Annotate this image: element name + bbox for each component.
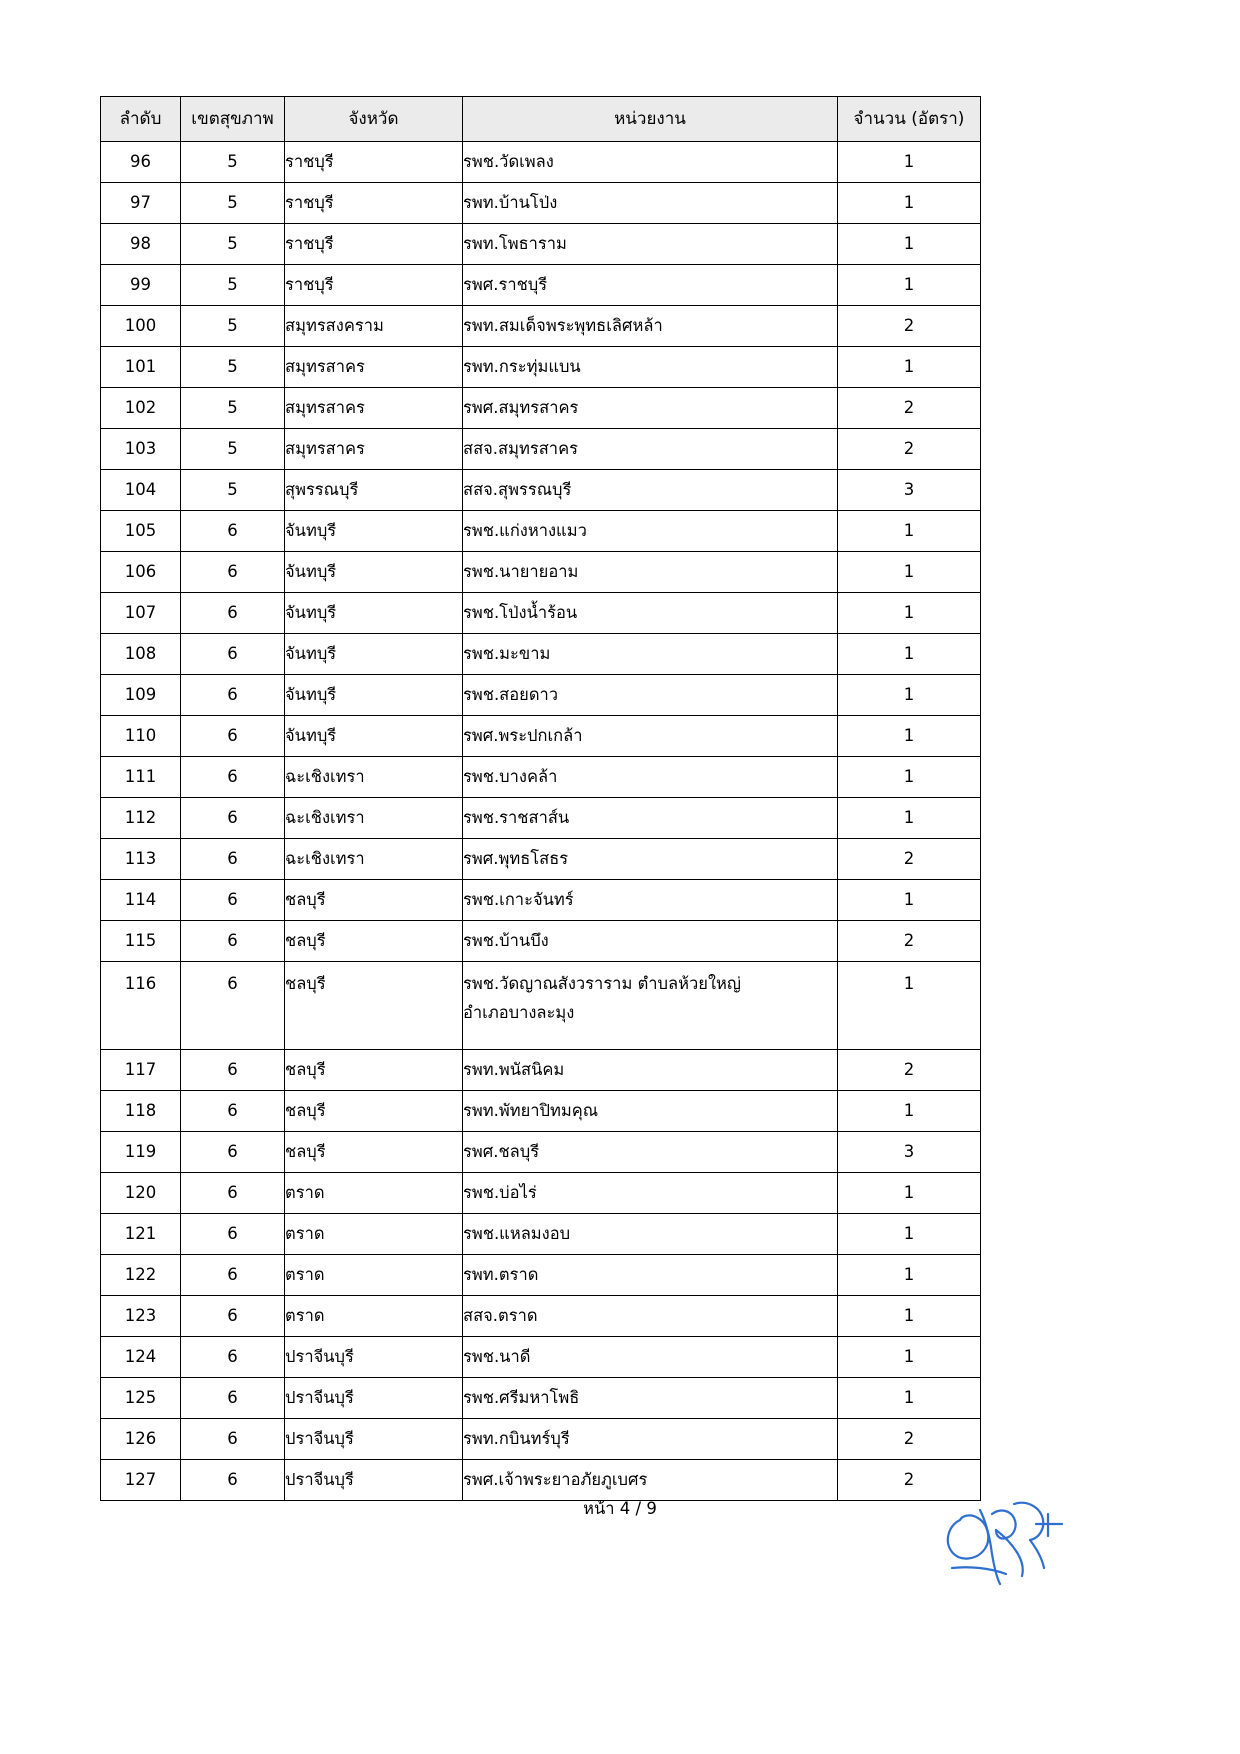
cell-sequence: 99 [101,265,181,306]
cell-organization [463,429,838,470]
cell-province: จันทบุรี [285,593,463,634]
organization-line-1: รพช.สอยดาว [463,685,559,705]
organization-line-1: รพช.ศรีมหาโพธิ [463,1388,580,1408]
cell-organization [463,511,838,552]
cell-sequence: 102 [101,388,181,429]
cell-quantity: 1 [838,880,981,921]
cell-organization [463,798,838,839]
organization-line-1: รพท.ตราด [463,1265,539,1285]
cell-sequence: 112 [101,798,181,839]
organization-line-1: รพศ.สมุทรสาคร [463,398,579,418]
table-row [101,1173,981,1214]
table-row [101,921,981,962]
column-header-sequence: ลำดับ [101,97,181,142]
cell-organization [463,593,838,634]
cell-organization [463,1296,838,1337]
cell-organization [463,470,838,511]
table-row [101,142,981,183]
cell-province: ชลบุรี [285,962,463,1050]
cell-health-zone: 6 [181,1173,285,1214]
cell-quantity: 2 [838,306,981,347]
cell-organization [463,224,838,265]
cell-sequence: 109 [101,675,181,716]
table-row [101,183,981,224]
cell-quantity: 1 [838,716,981,757]
cell-organization [463,1337,838,1378]
cell-sequence: 114 [101,880,181,921]
cell-organization [463,1132,838,1173]
organization-line-1: รพท.กระทุ่มแบน [463,357,581,377]
cell-province: ปราจีนบุรี [285,1337,463,1378]
table-body [101,142,981,1501]
cell-health-zone: 5 [181,306,285,347]
table-row [101,224,981,265]
organization-line-1: สสจ.สุพรรณบุรี [463,480,572,500]
cell-organization [463,716,838,757]
organization-line-1: รพศ.พระปกเกล้า [463,726,583,746]
cell-quantity: 2 [838,388,981,429]
cell-quantity: 1 [838,265,981,306]
cell-health-zone: 6 [181,675,285,716]
table-row [101,880,981,921]
organization-line-1: รพช.นาดี [463,1347,531,1367]
cell-sequence: 113 [101,839,181,880]
cell-health-zone: 6 [181,1296,285,1337]
cell-organization [463,306,838,347]
cell-health-zone: 6 [181,1050,285,1091]
cell-sequence: 96 [101,142,181,183]
cell-province: ปราจีนบุรี [285,1460,463,1501]
cell-sequence: 125 [101,1378,181,1419]
cell-quantity: 2 [838,1050,981,1091]
cell-organization [463,962,838,1050]
cell-health-zone: 6 [181,1091,285,1132]
table-row [101,470,981,511]
organization-line-1: รพท.บ้านโป่ง [463,193,558,213]
cell-sequence: 103 [101,429,181,470]
cell-health-zone: 6 [181,880,285,921]
cell-organization [463,142,838,183]
cell-health-zone: 5 [181,347,285,388]
cell-province: จันทบุรี [285,511,463,552]
table-row [101,429,981,470]
organization-line-1: รพช.โป่งน้ำร้อน [463,603,578,623]
cell-quantity: 3 [838,1132,981,1173]
cell-quantity: 1 [838,142,981,183]
cell-sequence: 122 [101,1255,181,1296]
cell-organization [463,634,838,675]
organization-line-1: รพช.เกาะจันทร์ [463,890,574,910]
cell-quantity: 1 [838,224,981,265]
cell-province: ชลบุรี [285,921,463,962]
cell-health-zone: 6 [181,593,285,634]
table-row [101,675,981,716]
cell-quantity: 1 [838,798,981,839]
cell-organization [463,757,838,798]
organization-line-1: รพช.นายายอาม [463,562,579,582]
cell-quantity: 2 [838,839,981,880]
cell-province: จันทบุรี [285,675,463,716]
cell-health-zone: 6 [181,511,285,552]
table-row [101,634,981,675]
cell-province: ตราด [285,1255,463,1296]
cell-sequence: 110 [101,716,181,757]
cell-province: ราชบุรี [285,142,463,183]
cell-organization [463,265,838,306]
cell-province: สมุทรสงคราม [285,306,463,347]
table-row [101,1091,981,1132]
cell-sequence: 107 [101,593,181,634]
cell-sequence: 111 [101,757,181,798]
cell-quantity: 1 [838,962,981,1050]
cell-quantity: 1 [838,183,981,224]
organization-line-1: รพท.กบินทร์บุรี [463,1429,570,1449]
cell-sequence: 127 [101,1460,181,1501]
organization-line-1: รพช.บ่อไร่ [463,1183,537,1203]
organization-line-1: รพช.มะขาม [463,644,551,664]
table-row [101,1460,981,1501]
cell-sequence: 117 [101,1050,181,1091]
cell-quantity: 1 [838,1255,981,1296]
cell-province: ราชบุรี [285,265,463,306]
organization-line-1: รพช.วัดเพลง [463,152,554,172]
cell-province: สุพรรณบุรี [285,470,463,511]
organization-line-1: รพศ.ชลบุรี [463,1142,540,1162]
cell-organization [463,1460,838,1501]
cell-province: ราชบุรี [285,183,463,224]
cell-province: ปราจีนบุรี [285,1419,463,1460]
cell-sequence: 119 [101,1132,181,1173]
cell-health-zone: 5 [181,142,285,183]
cell-health-zone: 6 [181,1214,285,1255]
table-row [101,1255,981,1296]
table-row [101,962,981,1050]
organization-line-1: รพท.โพธาราม [463,234,567,254]
table-row [101,1050,981,1091]
cell-organization [463,1214,838,1255]
cell-province: ฉะเชิงเทรา [285,839,463,880]
cell-province: ตราด [285,1173,463,1214]
table-row [101,1296,981,1337]
cell-quantity: 1 [838,1214,981,1255]
cell-organization [463,1173,838,1214]
organization-line-1: รพช.แก่งหางแมว [463,521,587,541]
cell-sequence: 126 [101,1419,181,1460]
organization-line-1: รพช.ราชสาส์น [463,808,570,828]
cell-health-zone: 6 [181,634,285,675]
table-row [101,757,981,798]
organization-line-1: รพท.พนัสนิคม [463,1060,565,1080]
cell-province: ชลบุรี [285,880,463,921]
table-row [101,1337,981,1378]
cell-organization [463,675,838,716]
cell-organization [463,1419,838,1460]
cell-organization [463,388,838,429]
table-row [101,1378,981,1419]
cell-sequence: 106 [101,552,181,593]
page-number-label: หน้า 4 / 9 [583,1499,657,1518]
cell-organization [463,1091,838,1132]
column-header-organization: หน่วยงาน [463,97,838,142]
cell-organization [463,1378,838,1419]
personnel-allocation-table [100,96,981,1501]
table-row [101,552,981,593]
cell-quantity: 1 [838,1296,981,1337]
cell-health-zone: 5 [181,388,285,429]
cell-health-zone: 5 [181,183,285,224]
cell-organization [463,183,838,224]
cell-sequence: 108 [101,634,181,675]
table-row [101,716,981,757]
cell-health-zone: 6 [181,1460,285,1501]
cell-quantity: 2 [838,429,981,470]
organization-line-2: อำเภอบางละมุง [463,1002,575,1022]
cell-organization [463,1255,838,1296]
page-footer [0,1496,1240,1522]
table-row [101,839,981,880]
column-header-quantity: จำนวน (อัตรา) [838,97,981,142]
cell-organization [463,552,838,593]
organization-line-1: สสจ.สมุทรสาคร [463,439,578,459]
cell-sequence: 121 [101,1214,181,1255]
cell-health-zone: 5 [181,224,285,265]
cell-health-zone: 5 [181,429,285,470]
cell-health-zone: 6 [181,757,285,798]
cell-health-zone: 6 [181,798,285,839]
cell-quantity: 2 [838,1419,981,1460]
cell-health-zone: 5 [181,265,285,306]
cell-quantity: 1 [838,1091,981,1132]
cell-sequence: 124 [101,1337,181,1378]
cell-health-zone: 6 [181,962,285,1050]
cell-sequence: 100 [101,306,181,347]
cell-sequence: 115 [101,921,181,962]
cell-sequence: 105 [101,511,181,552]
table-row [101,306,981,347]
cell-province: ฉะเชิงเทรา [285,798,463,839]
cell-health-zone: 6 [181,1255,285,1296]
organization-line-1: รพศ.ราชบุรี [463,275,548,295]
cell-health-zone: 6 [181,552,285,593]
cell-health-zone: 6 [181,716,285,757]
organization-line-1: รพศ.พุทธโสธร [463,849,569,869]
table-row [101,593,981,634]
cell-sequence: 116 [101,962,181,1050]
cell-organization [463,347,838,388]
cell-health-zone: 5 [181,470,285,511]
table-row [101,347,981,388]
cell-sequence: 118 [101,1091,181,1132]
cell-sequence: 98 [101,224,181,265]
organization-line-1: รพช.วัดญาณสังวราราม ตำบลห้วยใหญ่ [463,974,741,993]
organization-line-1: รพท.สมเด็จพระพุทธเลิศหล้า [463,316,663,336]
cell-province: ฉะเชิงเทรา [285,757,463,798]
cell-organization [463,1050,838,1091]
table-header [101,97,981,142]
cell-health-zone: 6 [181,1337,285,1378]
cell-province: ตราด [285,1296,463,1337]
cell-quantity: 2 [838,1460,981,1501]
cell-quantity: 2 [838,921,981,962]
cell-province: จันทบุรี [285,552,463,593]
table-row [101,265,981,306]
cell-quantity: 1 [838,634,981,675]
organization-line-1: รพศ.เจ้าพระยาอภัยภูเบศร [463,1470,648,1490]
table-header-row [101,97,981,142]
organization-line-1: สสจ.ตราด [463,1306,538,1326]
cell-sequence: 104 [101,470,181,511]
cell-province: สมุทรสาคร [285,347,463,388]
table-row [101,1132,981,1173]
cell-province: ชลบุรี [285,1050,463,1091]
cell-sequence: 120 [101,1173,181,1214]
cell-province: ปราจีนบุรี [285,1378,463,1419]
cell-organization [463,880,838,921]
cell-province: จันทบุรี [285,716,463,757]
cell-province: จันทบุรี [285,634,463,675]
cell-quantity: 1 [838,552,981,593]
organization-line-1: รพช.บางคล้า [463,767,558,787]
table-row [101,1419,981,1460]
table-row [101,1214,981,1255]
cell-quantity: 1 [838,1378,981,1419]
cell-province: สมุทรสาคร [285,429,463,470]
cell-quantity: 1 [838,593,981,634]
cell-health-zone: 6 [181,839,285,880]
cell-province: สมุทรสาคร [285,388,463,429]
cell-organization [463,921,838,962]
cell-health-zone: 6 [181,921,285,962]
table-row [101,798,981,839]
cell-organization [463,839,838,880]
cell-quantity: 1 [838,1337,981,1378]
cell-province: ชลบุรี [285,1091,463,1132]
cell-health-zone: 6 [181,1419,285,1460]
cell-quantity: 1 [838,347,981,388]
organization-line-1: รพช.บ้านบึง [463,931,549,951]
table-row [101,511,981,552]
organization-line-1: รพช.แหลมงอบ [463,1224,571,1244]
column-header-province: จังหวัด [285,97,463,142]
cell-province: ราชบุรี [285,224,463,265]
cell-quantity: 3 [838,470,981,511]
column-header-health-zone: เขตสุขภาพ [181,97,285,142]
cell-health-zone: 6 [181,1132,285,1173]
cell-province: ตราด [285,1214,463,1255]
cell-quantity: 1 [838,675,981,716]
organization-line-1: รพท.พัทยาปิทมคุณ [463,1101,599,1121]
cell-sequence: 123 [101,1296,181,1337]
cell-sequence: 97 [101,183,181,224]
cell-province: ชลบุรี [285,1132,463,1173]
cell-quantity: 1 [838,757,981,798]
cell-health-zone: 6 [181,1378,285,1419]
table-row [101,388,981,429]
cell-quantity: 1 [838,511,981,552]
cell-quantity: 1 [838,1173,981,1214]
cell-sequence: 101 [101,347,181,388]
